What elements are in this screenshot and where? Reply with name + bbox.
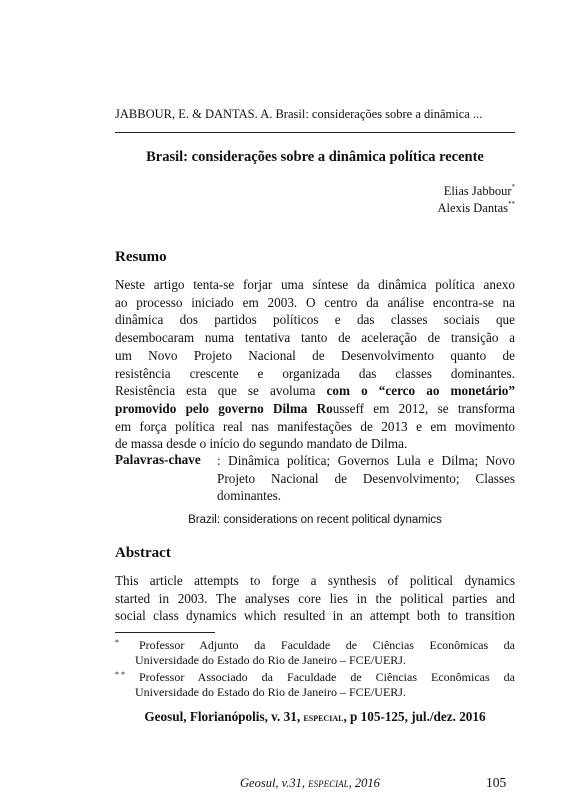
resumo-line: Neste artigo tenta-se forjar uma síntese da dinâmica política anexo <box>115 277 515 292</box>
resumo-line <box>115 400 515 418</box>
footnote-rule <box>115 632 215 633</box>
resumo-line: em força política real nas manifestações de 2013 e em movimento <box>115 418 515 434</box>
resumo-line: desembocaram numa tentativa tanto de aceleração de transição a <box>115 330 515 346</box>
resumo-line: de massa desde o início do segundo mandato de Dilma. <box>115 436 408 452</box>
keywords-line: Projeto Nacional de Desenvolvimento; Classes <box>217 470 515 486</box>
resumo-text: usseff em 2012, se transforma <box>332 400 515 416</box>
author-1 <box>444 183 515 199</box>
footer-journal <box>240 776 380 791</box>
resumo-line <box>115 382 515 400</box>
author-name: Elias Jabbour <box>443 184 512 198</box>
resumo-text: Resistência esta que se avoluma <box>115 383 327 399</box>
resumo-bold-text: com o “cerco ao monetário” <box>326 383 515 399</box>
resumo-bold-text: promovido pelo governo Dilma Ro <box>115 400 333 416</box>
journal-special: especial <box>303 712 344 724</box>
keywords-label: Palavras-chave <box>115 452 201 467</box>
abstract-line: social class dynamics which resulted in an attempt both to transition <box>115 608 515 624</box>
resumo-line: ao processo iniciado em 2003. O centro da análise encontra-se na <box>115 294 515 310</box>
footer-special: especial <box>308 776 349 790</box>
author-2 <box>438 200 515 216</box>
resumo-line: dinâmica dos partidos políticos e das classes sociais que <box>115 312 515 328</box>
footnote-line: Professor Adjunto da Faculdade de Ciências Econômicas da <box>139 638 515 652</box>
footer-text: , 2016 <box>348 776 380 790</box>
running-head: JABBOUR, E. & DANTAS. A. Brasil: considerações sobre a dinâmica ... <box>115 107 483 121</box>
journal-text: , p 105-125, jul./dez. 2016 <box>343 709 486 724</box>
footnote-line: Universidade do Estado do Rio de Janeiro – FCE/UERJ. <box>135 685 406 699</box>
footnote-line: Universidade do Estado do Rio de Janeiro – FCE/UERJ. <box>135 653 406 667</box>
resumo-heading: Resumo <box>115 249 167 265</box>
article-title: Brasil: considerações sobre a dinâmica política recente <box>146 149 484 165</box>
footnote-mark: * <box>115 638 119 647</box>
abstract-body <box>115 572 515 625</box>
keywords-list <box>217 452 515 505</box>
journal-citation <box>115 709 515 725</box>
footnote-2 <box>115 670 515 700</box>
footnote-mark: * * <box>115 670 125 679</box>
resumo-line: um Novo Projeto Nacional de Desenvolvimento quanto de <box>115 347 515 363</box>
abstract-line: This article attempts to forge a synthesis of political dynamics <box>115 573 515 588</box>
author-mark: ** <box>508 200 515 208</box>
header-rule <box>115 132 515 133</box>
resumo-line: resistência crescente e organizada das classes dominantes. <box>115 365 515 381</box>
english-title: Brazil: considerations on recent political dynamics <box>188 514 442 526</box>
page-number: 105 <box>486 775 507 790</box>
footer-text: Geosul, v.31, <box>240 776 309 790</box>
keywords-line: : Dinâmica política; Governos Lula e Dilma; Novo <box>217 453 515 468</box>
resumo-body <box>115 276 515 453</box>
footnote-1 <box>115 638 515 668</box>
footnote-line: Professor Associado da Faculdade de Ciências Econômicas da <box>139 670 515 684</box>
keywords-line: dominantes. <box>217 488 282 504</box>
abstract-heading: Abstract <box>115 545 171 561</box>
abstract-line: started in 2003. The analyses core lies in the political parties and <box>115 590 515 606</box>
journal-text: Geosul, Florianópolis, v. 31, <box>144 709 304 724</box>
author-name: Alexis Dantas <box>437 201 508 215</box>
author-mark: * <box>511 183 515 191</box>
